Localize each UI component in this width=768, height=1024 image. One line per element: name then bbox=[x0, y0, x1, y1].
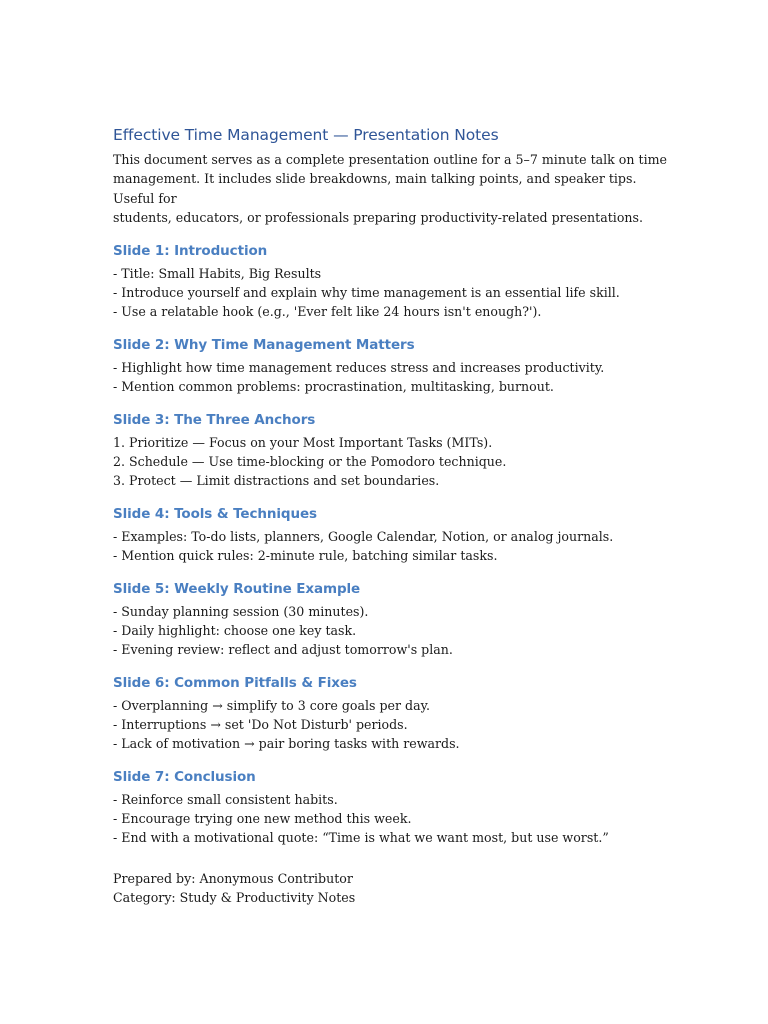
section-line: - Introduce yourself and explain why time management is an essential life skill. bbox=[113, 285, 620, 301]
document-footer bbox=[113, 869, 673, 907]
section-heading: Slide 4: Tools & Techniques bbox=[113, 506, 317, 523]
section-slide-3 bbox=[113, 410, 673, 490]
section-line: 3. Protect — Limit distractions and set boundaries. bbox=[113, 473, 440, 489]
section-line: - Encourage trying one new method this week. bbox=[113, 811, 412, 827]
section-heading: Slide 7: Conclusion bbox=[113, 769, 256, 786]
section-line: - Evening review: reflect and adjust tomorrow's plan. bbox=[113, 642, 453, 658]
section-line: - Title: Small Habits, Big Results bbox=[113, 266, 322, 282]
section-line: - Lack of motivation → pair boring tasks with rewards. bbox=[113, 736, 460, 752]
intro-paragraph: This document serves as a complete presentation outline for a 5–7 minute talk on time management. It includes slide breakdowns, main talking points, and speaker tips. Useful for students, educators, or professionals preparing productivity-related presentations. bbox=[113, 152, 667, 225]
section-line: - Examples: To-do lists, planners, Google Calendar, Notion, or analog journals. bbox=[113, 529, 614, 545]
section-line: - Mention quick rules: 2-minute rule, batching similar tasks. bbox=[113, 548, 498, 564]
section-line: - Use a relatable hook (e.g., 'Ever felt like 24 hours isn't enough?'). bbox=[113, 304, 542, 320]
section-heading: Slide 2: Why Time Management Matters bbox=[113, 337, 415, 354]
document-title: Effective Time Management — Presentation Notes bbox=[113, 126, 499, 144]
section-line: - End with a motivational quote: “Time is what we want most, but use worst.” bbox=[113, 830, 609, 846]
prepared-by: Prepared by: Anonymous Contributor bbox=[113, 871, 353, 887]
section-line: - Overplanning → simplify to 3 core goals per day. bbox=[113, 698, 431, 714]
section-slide-6 bbox=[113, 673, 673, 753]
section-heading: Slide 1: Introduction bbox=[113, 243, 268, 260]
document-page bbox=[113, 124, 673, 907]
section-slide-4 bbox=[113, 504, 673, 565]
section-line: 2. Schedule — Use time-blocking or the Pomodoro technique. bbox=[113, 454, 507, 470]
section-line: - Interruptions → set 'Do Not Disturb' periods. bbox=[113, 717, 408, 733]
section-line: - Sunday planning session (30 minutes). bbox=[113, 604, 369, 620]
section-line: 1. Prioritize — Focus on your Most Important Tasks (MITs). bbox=[113, 435, 493, 451]
section-heading: Slide 3: The Three Anchors bbox=[113, 412, 316, 429]
section-slide-5 bbox=[113, 579, 673, 659]
category: Category: Study & Productivity Notes bbox=[113, 890, 356, 906]
section-line: - Highlight how time management reduces stress and increases productivity. bbox=[113, 360, 605, 376]
section-line: - Daily highlight: choose one key task. bbox=[113, 623, 357, 639]
section-line: - Mention common problems: procrastination, multitasking, burnout. bbox=[113, 379, 554, 395]
section-slide-7 bbox=[113, 767, 673, 847]
section-heading: Slide 6: Common Pitfalls & Fixes bbox=[113, 675, 357, 692]
section-heading: Slide 5: Weekly Routine Example bbox=[113, 581, 361, 598]
section-slide-2 bbox=[113, 335, 673, 396]
section-slide-1 bbox=[113, 241, 673, 321]
section-line: - Reinforce small consistent habits. bbox=[113, 792, 338, 808]
